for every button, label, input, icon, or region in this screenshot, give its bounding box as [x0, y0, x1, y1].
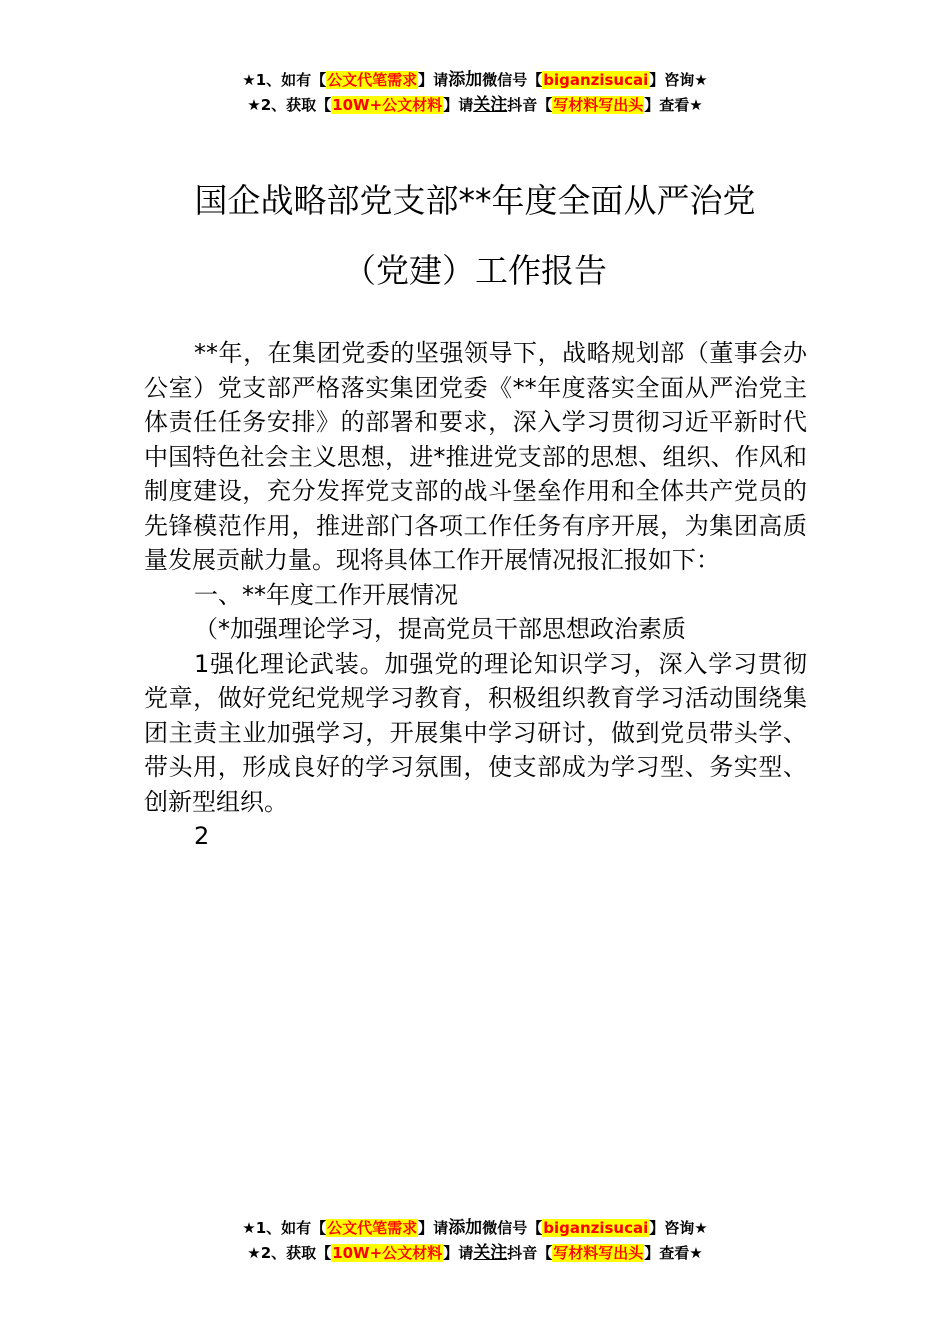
banner-highlight: biganzisucai [543, 71, 649, 89]
banner-text: 1、如有【 [255, 1219, 327, 1237]
banner-text: 】咨询★ [649, 71, 708, 89]
document-title-line-2: （党建）工作报告 [343, 251, 607, 290]
banner-text: 】请 [418, 1219, 449, 1237]
banner-text: 抖音【 [507, 1244, 553, 1262]
document-title-line-1: 国企战略部党支部**年度全面从严治党 [194, 181, 756, 220]
section-heading: 一、**年度工作开展情况 [194, 580, 458, 609]
banner-highlight: 10W+公文材料 [332, 96, 443, 114]
subsection-heading: （*加强理论学习，提高党员干部思想政治素质 [194, 615, 686, 643]
banner-emphasis: 添加 [448, 70, 483, 90]
banner-text: 微信号【 [482, 71, 543, 89]
star-icon: ★ [247, 96, 261, 114]
star-icon: ★ [242, 1219, 256, 1237]
banner-emphasis: 关注 [473, 95, 508, 115]
banner-line-1 [0, 68, 950, 93]
banner-highlight: 公文代笔需求 [327, 1219, 418, 1237]
banner-text: 2、获取【 [260, 1244, 332, 1262]
banner-text: 】请 [443, 96, 474, 114]
banner-highlight: 写材料写出头 [553, 1244, 644, 1262]
paragraph-intro: **年，在集团党委的坚强领导下，战略规划部（董事会办公室）党支部严格落实集团党委《**年度落实全面从严治党主体责任任务安排》的部署和要求，深入学习贯彻习近平新时代中国特色社会主义思想，进*推进党支部的思想、组织、作风和制度建设，充分发挥党支部的战斗堡垒作用和全体共产党员的先锋模范作用，推进部门各项工作任务有序开展，为集团高质量发展贡献力量。现将具体工作开展情况报汇报如下： [144, 339, 807, 574]
bottom-banner [0, 1216, 950, 1266]
banner-highlight: 写材料写出头 [553, 96, 644, 114]
banner-text: 】查看★ [644, 96, 703, 114]
top-banner [0, 68, 950, 118]
banner-text: 】请 [443, 1244, 474, 1262]
banner-text: 】查看★ [644, 1244, 703, 1262]
banner-emphasis: 添加 [448, 1218, 483, 1238]
banner-text: 1、如有【 [255, 71, 327, 89]
paragraph-item-1: 1强化理论武装。加强党的理论知识学习，深入学习贯彻党章，做好党纪党规学习教育，积极组织教育学习活动围绕集团主责主业加强学习，开展集中学习研讨，做到党员带头学、带头用，形成良好的学习氛围，使支部成为学习型、务实型、创新型组织。 [144, 649, 807, 816]
banner-line-1 [0, 1216, 950, 1241]
banner-text: 微信号【 [482, 1219, 543, 1237]
banner-emphasis: 关注 [473, 1243, 508, 1263]
banner-text: 2、获取【 [260, 96, 332, 114]
banner-text: 抖音【 [507, 96, 553, 114]
banner-highlight: 公文代笔需求 [327, 71, 418, 89]
banner-highlight: biganzisucai [543, 1219, 649, 1237]
banner-text: 】请 [418, 71, 449, 89]
star-icon: ★ [247, 1244, 261, 1262]
banner-line-2 [0, 1241, 950, 1266]
paragraph-item-2: 2 [194, 822, 210, 850]
star-icon: ★ [242, 71, 256, 89]
banner-text: 】咨询★ [649, 1219, 708, 1237]
document-body [144, 336, 807, 854]
banner-line-2 [0, 93, 950, 118]
banner-highlight: 10W+公文材料 [332, 1244, 443, 1262]
